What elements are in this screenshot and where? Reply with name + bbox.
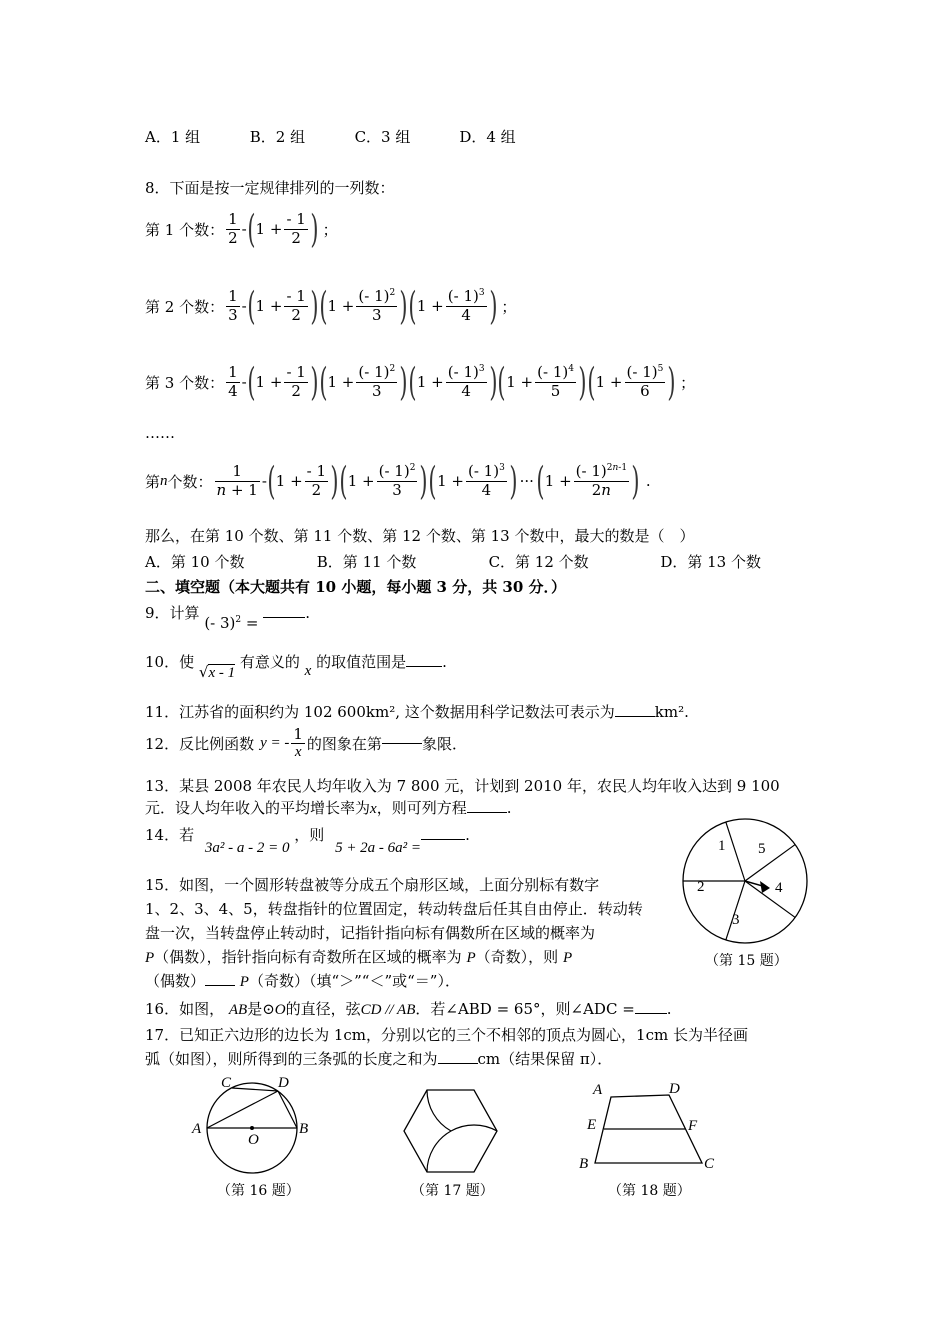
q9-pre: 9．计算: [145, 604, 200, 622]
line-label: 第 1 个数：: [145, 220, 225, 239]
answer-blank[interactable]: [421, 839, 465, 840]
q9: 9．计算 (- 3)$^2$ = .: [145, 604, 311, 632]
q12-tail: 象限．: [421, 735, 467, 754]
q11-unit: km².: [654, 703, 689, 721]
q15-line-1: 15．如图，一个圆形转盘被等分成五个扇形区域，上面分别标有数字: [145, 876, 600, 894]
q15-line-3: 盘一次，当转盘停止转动时，记指针指向标有偶数所在区域的概率为: [145, 924, 596, 942]
sector-number-5: 5: [758, 841, 766, 857]
q8-question: 那么，在第 10 个数、第 11 个数、第 12 个数、第 13 个数中，最大的数是（ ）: [145, 527, 695, 545]
answer-blank[interactable]: [467, 812, 507, 813]
q11: [145, 701, 689, 722]
fig16-caption: （第 16 题）: [217, 1183, 300, 1199]
label-o: O: [248, 1132, 259, 1148]
q11-text: 11．江苏省的面积约为 102 600km², 这个数据用科学记数法可表示为: [145, 703, 615, 721]
figure-17: [400, 1084, 502, 1180]
q12-post: 的图象在第: [306, 735, 382, 754]
p-symbol: P: [466, 950, 476, 966]
q14-eq2: 5 + 2a - 6a² =: [335, 840, 422, 856]
q15-line-5: （偶数） P（奇数）（填“＞”“＜”或“＝”）．: [145, 972, 460, 990]
q12-expr: y = -: [260, 735, 290, 752]
n-variable: n: [160, 472, 168, 489]
q8-line-1: 第 1 个数： $\frac{1}{2}$ - ( 1 + $\frac{- 1}{2}$ ) ；: [145, 207, 338, 251]
q17-line-1: 17．已知正六边形的边长为 1cm，分别以它的三个不相邻的顶点为圆心，1cm 长为半径画: [145, 1026, 748, 1044]
line-label: 第 3 个数：: [145, 373, 225, 392]
q7-options: [145, 126, 516, 147]
ab-segment: AB: [228, 1002, 248, 1018]
q10-post: 的取值范围是: [316, 653, 407, 671]
fig18-caption: （第 18 题）: [608, 1183, 691, 1199]
x-variable: x: [304, 663, 312, 679]
line-label: 第 2 个数：: [145, 297, 225, 316]
sector-number-4: 4: [775, 880, 783, 896]
answer-blank[interactable]: [438, 1063, 478, 1064]
line-label: 第: [145, 472, 161, 491]
x-variable: x: [370, 801, 377, 817]
p-symbol: P: [145, 950, 155, 966]
answer-blank[interactable]: [263, 617, 305, 618]
option-b: B．2 组: [249, 128, 306, 146]
label-d: D: [669, 1081, 680, 1097]
sqrt-expr: √x - 1: [198, 663, 236, 681]
q14-eq1: 3a² - a - 2 = 0: [204, 840, 290, 856]
p-symbol: P: [239, 974, 249, 990]
sector-number-3: 3: [732, 912, 740, 928]
label-c: C: [221, 1075, 232, 1091]
q15-line-2: 1、2、3、4、5，转盘指针的位置固定，转动转盘后任其自由停止．转动转: [145, 900, 643, 918]
spinner-figure: [678, 814, 813, 949]
figure-18: [577, 1075, 722, 1175]
answer-blank[interactable]: [406, 666, 442, 667]
q13-line-1: 13．某县 2008 年农民人均年收入为 7 800 元，计划到 2010 年，农民人均年收入达到 9 100: [145, 777, 780, 795]
answer-blank[interactable]: [382, 743, 422, 744]
answer-blank[interactable]: [205, 985, 235, 986]
label-f: F: [688, 1118, 698, 1134]
figure-16: [188, 1072, 318, 1180]
q14: 14．若 3a² - a - 2 = 0 ，则 5 + 2a - 6a² =.: [145, 826, 470, 856]
answer-blank[interactable]: [615, 716, 655, 717]
option-a: A．第 10 个数: [145, 553, 245, 571]
q14-mid: ，则: [294, 826, 325, 844]
section-title: 二、填空题（本大题共有 10 小题，每小题 3 分，共 30 分．）: [145, 578, 567, 596]
q17-line-2: 弧（如图），则所得到的三条弧的长度之和为 cm（结果保留 π）．: [145, 1050, 613, 1068]
line-label-post: 个数：: [167, 472, 213, 491]
cd-parallel-ab: CD // AB: [360, 1002, 416, 1018]
ellipsis: ……: [145, 424, 175, 442]
sector-number-2: 2: [697, 879, 705, 895]
answer-blank[interactable]: [635, 1013, 667, 1014]
o-point: O: [274, 1002, 286, 1018]
q12: 12．反比例函数 y = - $\frac{1}{x}$ 的图象在第 象限．: [145, 725, 467, 761]
q8-line-3: 第 3 个数： $\frac{1}{4}$ - ( 1 + $\frac{- 1}{2}$ ) ( 1 + $\frac{(- 1)^2}{3}$ ) ( 1 + $\frac{(- 1)^3}{4}$ ) ( 1 + $\frac{(- 1)^4}{5}$ ) ( 1 + $\frac{(- 1)^5}{6}$ ) ；: [145, 360, 696, 404]
q14-pre: 14．若: [145, 826, 195, 844]
q13-line-2: 元．设人均年收入的平均增长率为x，则可列方程 .: [145, 799, 512, 817]
label-b: B: [299, 1121, 309, 1137]
pointer-arrow-icon: [760, 881, 770, 893]
q8-options: [145, 551, 761, 572]
option-c: C．3 组: [354, 128, 411, 146]
label-c: C: [704, 1156, 715, 1172]
q15-line-4: P（偶数），指针指向标有奇数所在区域的概率为 P（奇数），则 P: [145, 948, 573, 966]
option-b: B．第 11 个数: [316, 553, 417, 571]
spinner-caption: （第 15 题）: [705, 953, 788, 969]
fraction: $\frac{1}{2}$: [228, 210, 238, 247]
q8-stem: 8．下面是按一定规律排列的一列数：: [145, 179, 395, 197]
q9-expr: (- 3)$^2$ =: [204, 614, 259, 632]
label-a: A: [593, 1082, 603, 1098]
label-d: D: [278, 1075, 289, 1091]
fig17-caption: （第 17 题）: [411, 1183, 494, 1199]
q8-line-n: 第 n 个数： $\frac{1}{n + 1}$ - ( 1 + $\frac{- 1}{2}$ ) ( 1 + $\frac{(- 1)^2}{3}$ ) ( 1 + $\frac{(- 1)^3}{4}$ ) ··· ( 1 + $\frac{(- 1)^{2n-1}}{2n}$ ) .: [145, 459, 651, 503]
option-d: D．4 组: [459, 128, 516, 146]
q12-pre: 12．反比例函数: [145, 735, 255, 754]
q10-mid: 有意义的: [239, 653, 300, 671]
label-e: E: [587, 1117, 597, 1133]
sector-divider: [726, 822, 745, 881]
sector-number-1: 1: [718, 838, 726, 854]
q8-line-2: 第 2 个数： $\frac{1}{3}$ - ( 1 + $\frac{- 1}{2}$ ) ( 1 + $\frac{(- 1)^2}{3}$ ) ( 1 + $\frac{(- 1)^3}{4}$ ) ；: [145, 284, 517, 328]
option-c: C．第 12 个数: [488, 553, 589, 571]
option-a: A．1 组: [145, 128, 201, 146]
sector-divider: [745, 845, 795, 881]
sector-divider: [745, 881, 795, 917]
q10-pre: 10．使: [145, 653, 195, 671]
label-a: A: [192, 1121, 202, 1137]
q16: 16．如图， AB是⊙O的直径，弦CD // AB．若∠ABD = 65°，则∠ADC = .: [145, 1000, 672, 1018]
q10: 10．使 √x - 1 有意义的 x 的取值范围是 .: [145, 653, 447, 681]
sector-divider: [726, 881, 745, 940]
label-b: B: [579, 1156, 589, 1172]
option-d: D．第 13 个数: [660, 553, 761, 571]
p-symbol: P: [562, 950, 573, 966]
